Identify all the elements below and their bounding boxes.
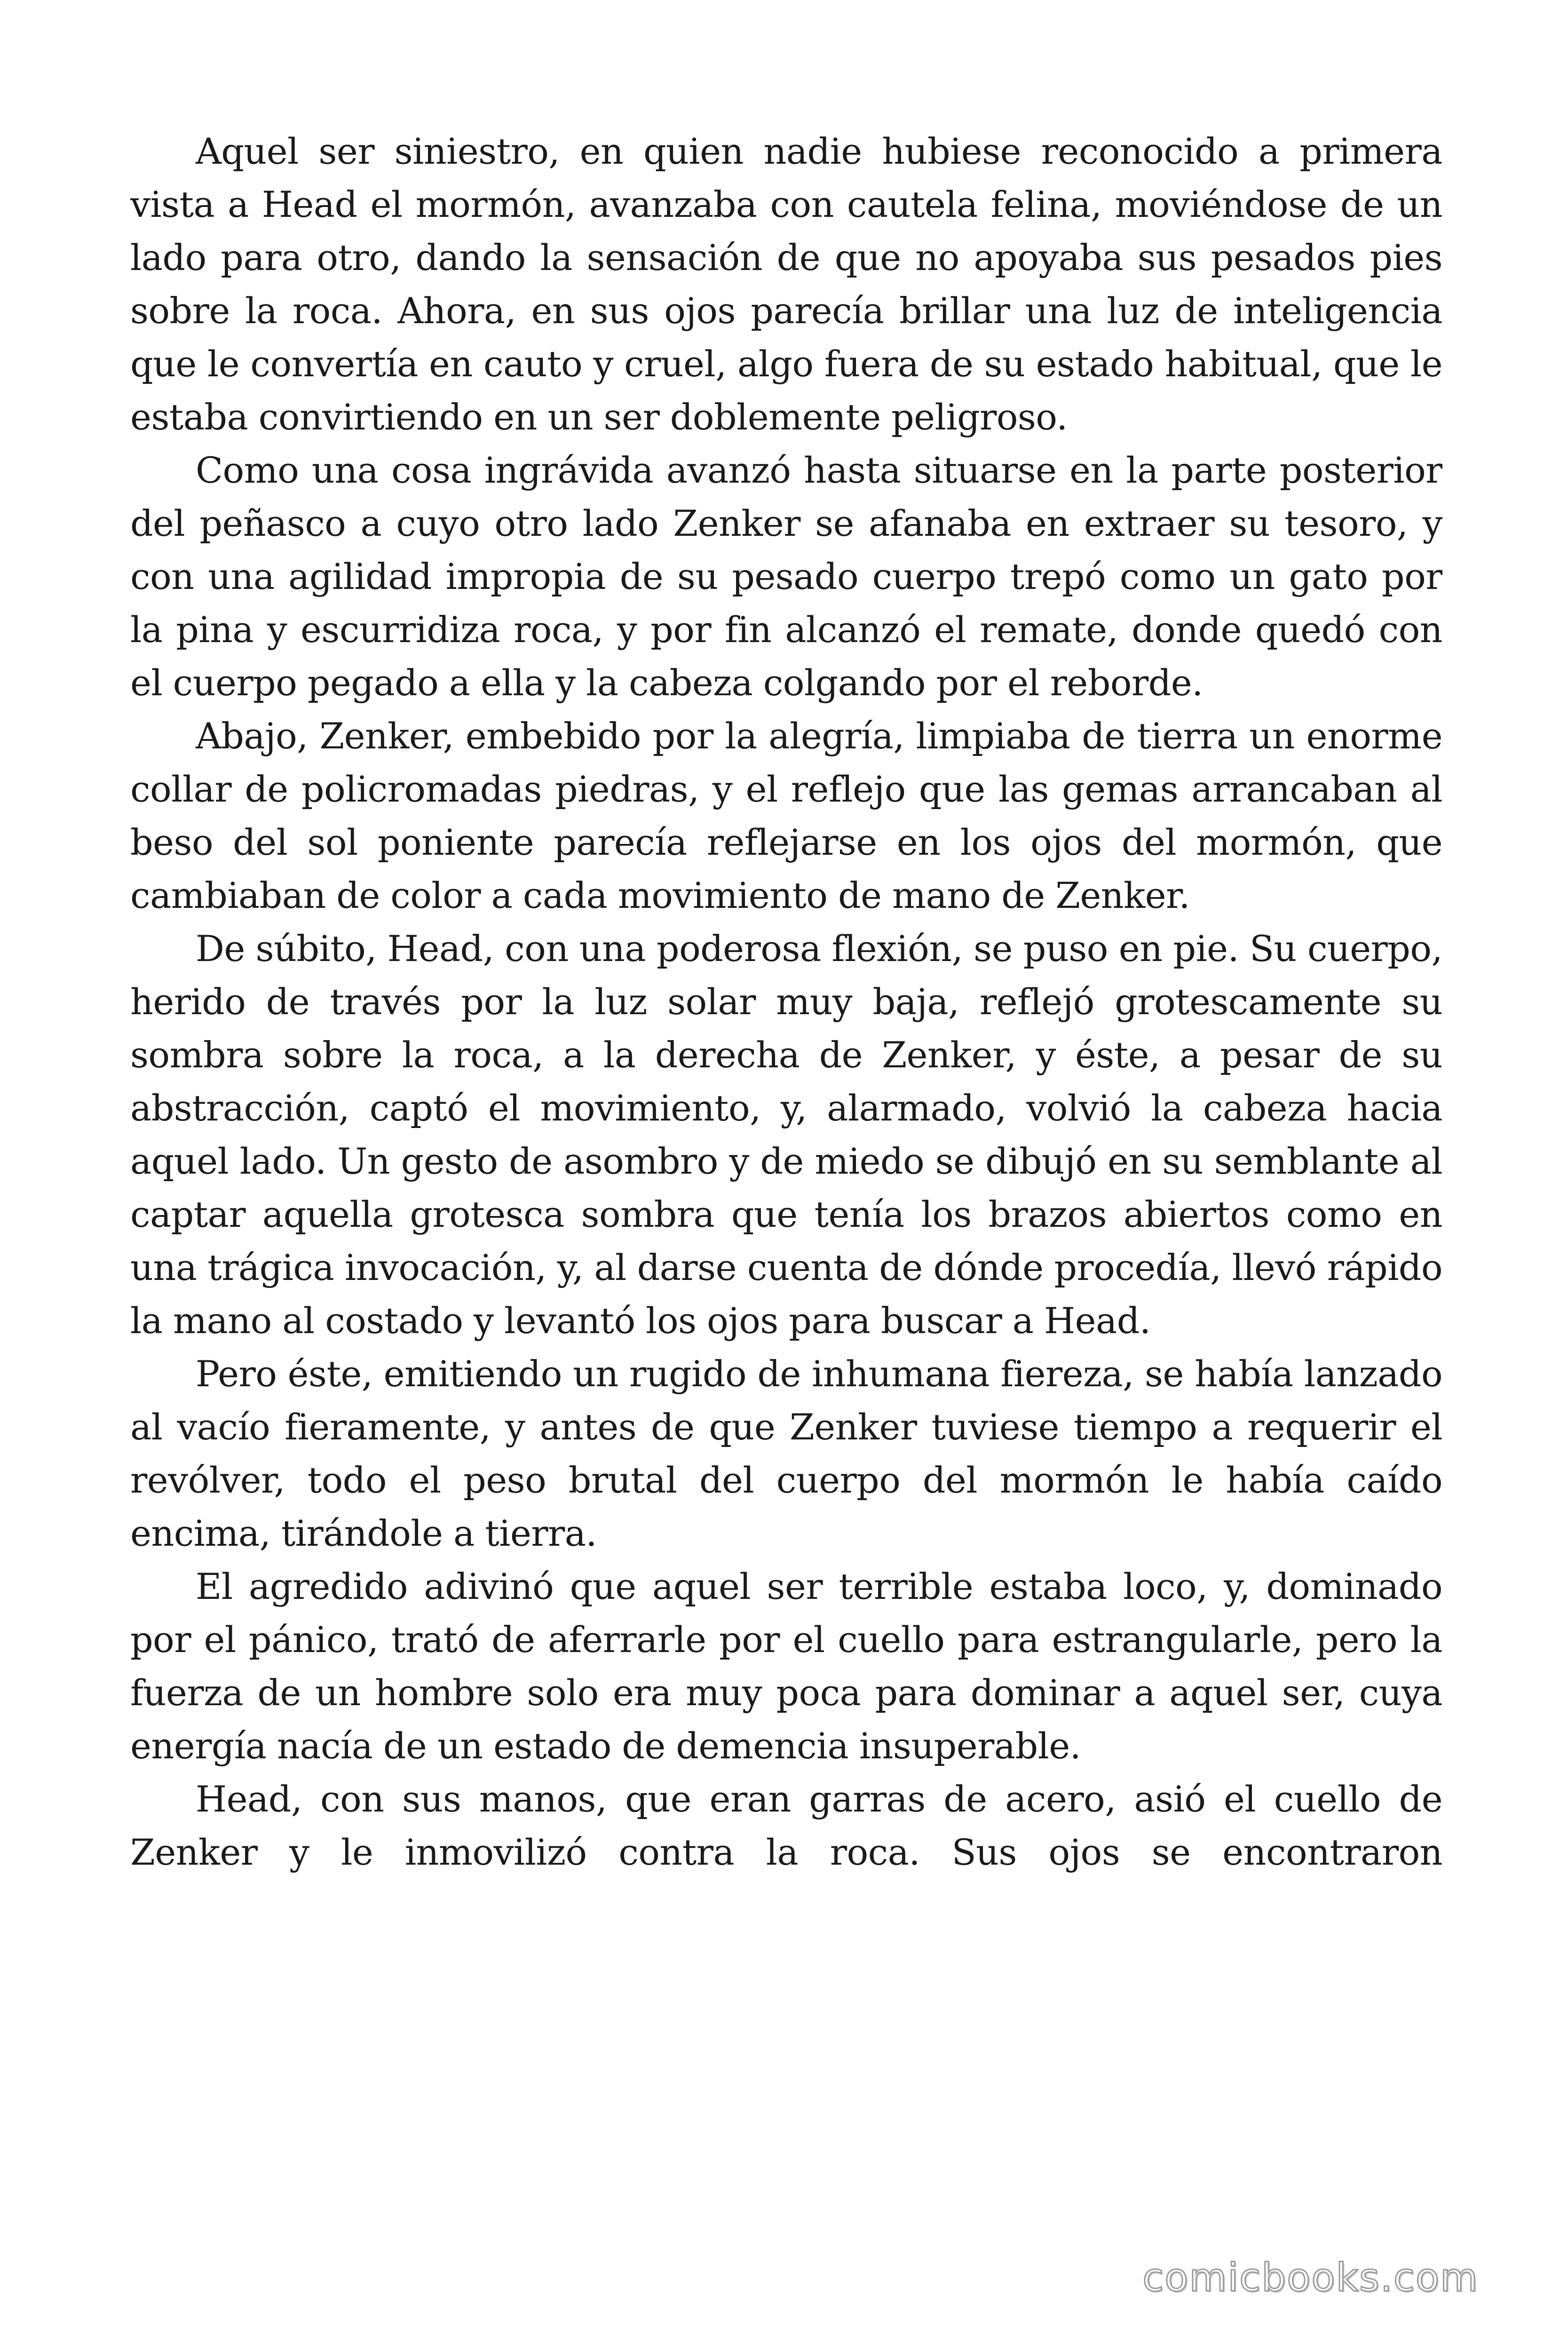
paragraph-4: De súbito, Head, con una poderosa flexión, se puso en pie. Su cuerpo, herido de través por la luz solar muy baja, reflejó grotescamente su sombra sobre la roca, a la derecha de Zenker, y éste, a pesar de su abstracción, captó el movimiento, y, alarmado, volvió la cabeza hacia aquel lado. Un gesto de asombro y de miedo se dibujó en su semblante al captar aquella grotesca sombra que tenía los brazos abiertos como en una trágica invocación, y, al darse cuenta de dónde procedía, llevó rápido la mano al costado y levantó los ojos para buscar a Head. — [130, 928, 1442, 1342]
paragraph-6: El agredido adivinó que aquel ser terrible estaba loco, y, dominado por el pánico, trató de aferrarle por el cuello para estrangularle, pero la fuerza de un hombre solo era muy poca para dominar a aquel ser, cuya energía nacía de un estado de demencia insuperable. — [130, 1565, 1442, 1767]
watermark: comicbooks.com — [1142, 2256, 1479, 2300]
paragraph-7: Head, con sus manos, que eran garras de acero, asió el cuello de Zenker y le inmovilizó contra la roca. Sus ojos se encontraron — [130, 1778, 1442, 1873]
paragraph-1: Aquel ser siniestro, en quien nadie hubiese reconocido a primera vista a Head el mormón, avanzaba con cautela felina, moviéndose de un lado para otro, dando la sensación de que no apoyaba sus pesados pies sobre la roca. Ahora, en sus ojos parecía brillar una luz de inteligencia que le convertía en cauto y cruel, algo fuera de su estado habitual, que le estaba convirtiendo en un ser doblemente peligroso. — [130, 130, 1442, 438]
paragraph-5: Pero éste, emitiendo un rugido de inhumana fiereza, se había lanzado al vacío fieramente, y antes de que Zenker tuviese tiempo a requerir el revólver, todo el peso brutal del cuerpo del mormón le había caído encima, tirándole a tierra. — [130, 1353, 1442, 1554]
paragraph-3: Abajo, Zenker, embebido por la alegría, limpiaba de tierra un enorme collar de policromadas piedras, y el reflejo que las gemas arrancaban al beso del sol poniente parecía reflejarse en los ojos del mormón, que cambiaban de color a cada movimiento de mano de Zenker. — [130, 715, 1442, 916]
paragraph-2: Como una cosa ingrávida avanzó hasta situarse en la parte posterior del peñasco a cuyo otro lado Zenker se afanaba en extraer su tesoro, y con una agilidad impropia de su pesado cuerpo trepó como un gato por la pina y escurridiza roca, y por fin alcanzó el remate, donde quedó con el cuerpo pegado a ella y la cabeza colgando por el reborde. — [130, 449, 1442, 704]
book-page — [130, 125, 1442, 2241]
